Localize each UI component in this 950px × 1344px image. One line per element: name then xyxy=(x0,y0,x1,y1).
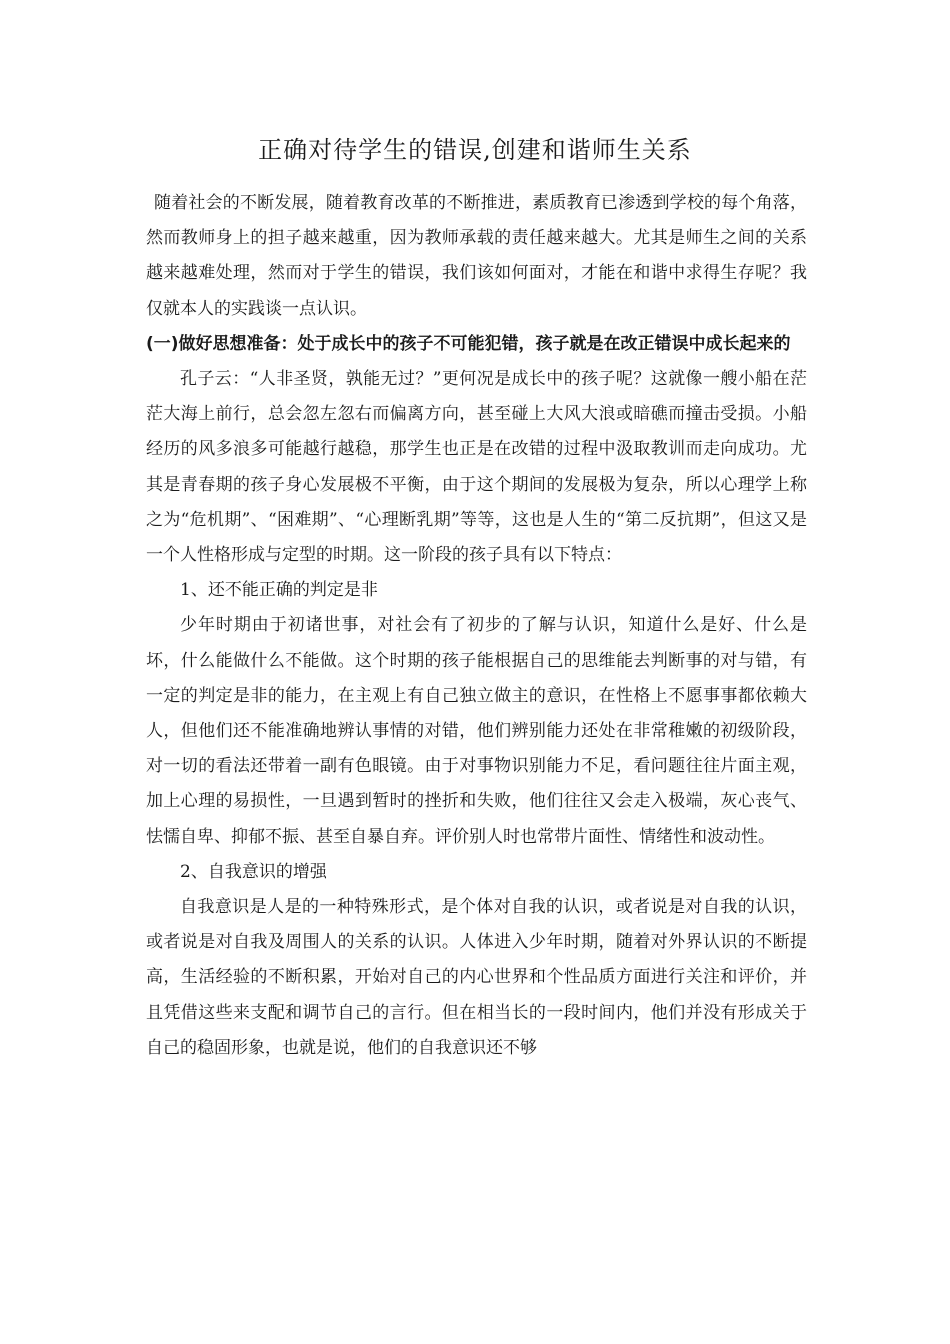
paragraph-self-awareness: 自我意识是人是的一种特殊形式，是个体对自我的认识，或者说是对自我的认识，或者说是对自我及周围人的关系的认识。人体进入少年时期，随着对外界认识的不断提高，生活经验的不断积累，开始对自己的内心世界和个性品质方面进行关注和评价，并且凭借这些来支配和调节自己的言行。但在相当长的一段时间内，他们并没有形成关于自己的稳固形象，也就是说，他们的自我意识还不够 xyxy=(146,897,807,1058)
paragraph-judgment: 少年时期由于初诸世事，对社会有了初步的了解与认识，知道什么是好、什么是坏，什么能做什么不能做。这个时期的孩子能根据自己的思维能去判断事的对与错，有一定的判定是非的能力，在主观上有自己独立做主的意识，在性格上不愿事事都依赖大人，但他们还不能准确地辨认事情的对错，他们辨别能力还处在非常稚嫩的初级阶段，对一切的看法还带着一副有色眼镜。由于对事物识别能力不足，看问题往往片面主观，加上心理的易损性，一旦遇到暂时的挫折和失败，他们往往又会走入极端，灰心丧气、怯懦自卑、抑郁不振、甚至自暴自弃。评价别人时也常带片面性、情绪性和波动性。 xyxy=(146,615,807,847)
section-heading-1: (一)做好思想准备：处于成长中的孩子不可能犯错，孩子就是在改正错误中成长起来的 xyxy=(146,333,791,354)
intro-paragraph: 随着社会的不断发展，随着教育改革的不断推进，素质教育已渗透到学校的每个角落，然而教师身上的担子越来越重，因为教师承载的责任越来越大。尤其是师生之间的关系越来越难处理，然而对于学生的错误，我们该如何面对，才能在和谐中求得生存呢？我仅就本人的实践谈一点认识。 xyxy=(146,193,807,319)
document-body xyxy=(146,186,807,1066)
paragraph-confucius: 孔子云：“人非圣贤，孰能无过？”更何况是成长中的孩子呢？这就像一艘小船在茫茫大海上前行，总会忽左忽右而偏离方向，甚至碰上大风大浪或暗礁而撞击受损。小船经历的风多浪多可能越行越稳，那学生也正是在改错的过程中汲取教训而走向成功。尤其是青春期的孩子身心发展极不平衡，由于这个期间的发展极为复杂，所以心理学上称之为“危机期”、“困难期”、“心理断乳期”等等，这也是人生的“第二反抗期”，但这又是一个人性格形成与定型的时期。这一阶段的孩子具有以下特点： xyxy=(146,369,807,566)
subheading-self-awareness: 2、自我意识的增强 xyxy=(180,861,327,882)
subheading-judgment: 1、还不能正确的判定是非 xyxy=(180,580,378,601)
document-title: 正确对待学生的错误,创建和谐师生关系 xyxy=(258,136,692,164)
